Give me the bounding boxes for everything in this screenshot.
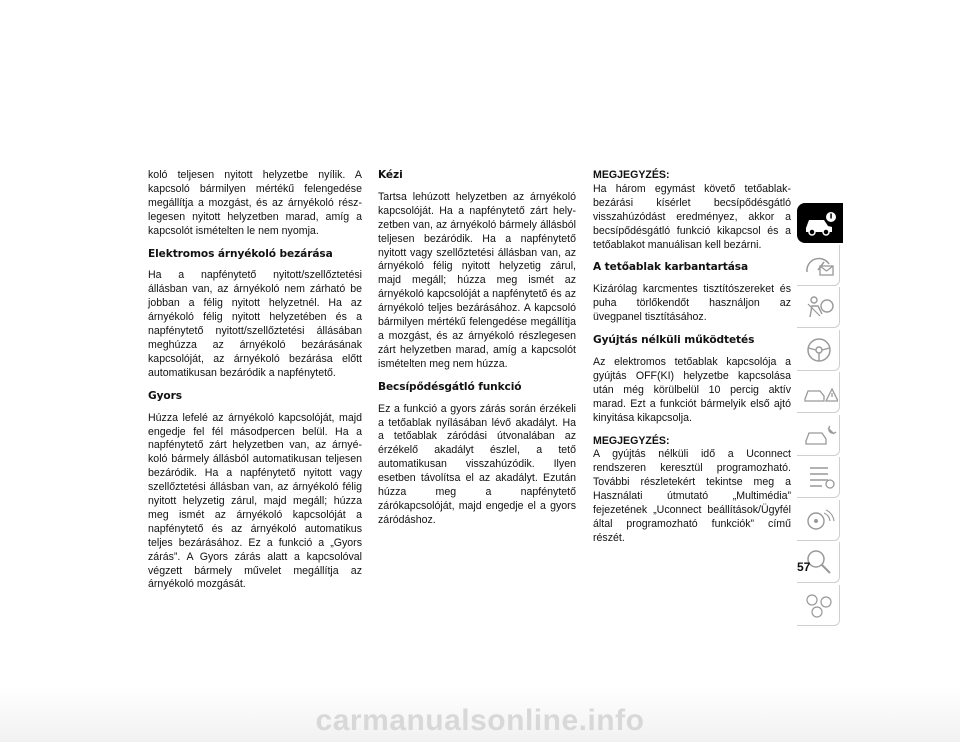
tab-servicing[interactable] bbox=[797, 415, 840, 456]
settings-list-icon bbox=[802, 462, 838, 492]
watermark: carmanualsonline.info bbox=[315, 704, 645, 737]
paragraph: Az elektromos tetőablak kapcsolója a gyújtás OFF(KI) helyzetbe kapcsolása után még körülbelül 10 percig aktív marad. Ezt a funkciót bármelyik első ajtó kinyitása kikapcsolja. bbox=[593, 355, 791, 424]
tab-multimedia[interactable] bbox=[797, 500, 840, 541]
tab-starting-driving[interactable] bbox=[797, 330, 840, 371]
tab-specifications[interactable] bbox=[797, 457, 840, 498]
section-heading: Kézi bbox=[378, 169, 403, 181]
tab-languages[interactable] bbox=[797, 585, 840, 626]
paragraph: Húzza lefelé az árnyékoló kapcsolóját, majd engedje fel fél másodpercen belül. Ha a napfénytető zárt helyzetben van, az árnyékoló bármely állásból automatikusan teljesen bezáródik. Ha a napfénytető nyitott vagy szellőztetési állásban van, az árnyékoló félig nyitott helyzetig zárul, majd megáll; húzza meg ismét az árnyékoló kapcsolóját a napfénytető és az árnyékoló automatikus teljes bezárásához. Ez a funkció a „Gyors zárás”. A Gyors zárás alatt a kapcsolóval végzett bármely művelet megállítja az árnyékoló mozgását. bbox=[148, 411, 362, 591]
tab-safety[interactable] bbox=[797, 287, 840, 328]
page-number: 57 bbox=[797, 560, 811, 574]
multimedia-icon bbox=[802, 505, 838, 535]
note-text: Ha három egymást követő tetőablak-bezárási kísérlet becsípődésgátló visszahúzódást eredményez, akkor a becsípődésgátló funkció kikapcsol és a tetőablakot manuálisan kell bezárni. bbox=[593, 182, 791, 251]
tab-emergency[interactable] bbox=[797, 372, 840, 413]
note-title: MEGJEGYZÉS: bbox=[593, 169, 670, 181]
text-column-1 bbox=[148, 169, 362, 601]
note-text: A gyújtás nélküli idő a Uconnect rendszeren keresztül programozható. További részletekért tekintse meg a Használati útmutató „Multimédia” fejezetének „Uconnect beállítások/Ügyfél által programozható funkciók” című részét. bbox=[593, 448, 791, 544]
paragraph: koló teljesen nyitott helyzetbe nyílik. A kapcsoló bármilyen mértékű felengedése megállítja a mozgást, és az árnyékoló részlegesen nyitott helyzetben marad, amíg a kapcsolót ismételten le nem nyomja. bbox=[148, 169, 362, 237]
paragraph: Kizárólag karcmentes tisztítószereket és puha törlőkendőt használjon az üvegpanel tisztításához. bbox=[593, 283, 791, 324]
section-heading: Elektromos árnyékoló bezárása bbox=[148, 247, 333, 260]
paragraph: Ha a napfénytető nyitott/szellőztetési állásban van, az árnyékoló nem zárható be jobban a félig nyitott helyzetnél. Ha az árnyékoló félig nyitott helyzetében és a napfénytető nyitott/szellőztetési állásában meghúzza az árnyékoló bezárásának kapcsolóját, az árnyékoló bezárása előtt automatikusan bezáródik a napfénytető. bbox=[148, 269, 362, 379]
tab-car-info[interactable] bbox=[797, 203, 843, 243]
note-title: MEGJEGYZÉS: bbox=[593, 434, 670, 447]
text-column-2 bbox=[378, 169, 576, 537]
text-column-3 bbox=[593, 169, 791, 555]
car-warning-icon bbox=[802, 377, 838, 407]
paragraph: Ez a funkció a gyors zárás során érzékeli a tetőablak nyílásában lévő akadályt. Ha a tetőablak záródási útvonalában az érzékelő akadályt észlel, a tető automatikusan visszahúzódik. Ilyen esetben távolítsa el az akadályt. Ezután húzza meg a napfénytető zárókapcsolóját, majd engedje el a gyors záródáshoz. bbox=[378, 402, 576, 526]
airbag-safety-icon bbox=[802, 292, 838, 322]
car-info-icon bbox=[802, 208, 838, 238]
dashboard-message-icon bbox=[802, 250, 838, 280]
section-heading: Gyújtás nélküli működtetés bbox=[593, 334, 755, 347]
section-heading: Becsípődésgátló funkció bbox=[378, 380, 522, 393]
language-icon bbox=[802, 590, 838, 620]
steering-wheel-icon bbox=[802, 335, 838, 365]
paragraph: Tartsa lehúzott helyzetben az árnyékoló kapcsolóját. Ha a napfénytető zárt helyzetben van, az árnyékoló bármely állásból teljesen bezáródik. Ha a napfénytető nyitott vagy szellőztetési állásban van, az árnyékoló félig nyitott helyzetig zárul, majd megáll; húzza meg ismét az árnyékoló kapcsolóját a napfénytető és az árnyékoló teljes bezárásához. A kapcsoló bármilyen mértékű felengedése megállítja a mozgást, és az árnyékoló részlegesen zárt helyzetben marad, amíg a kapcsolót ismételten meg nem húzza. bbox=[378, 190, 576, 370]
section-heading: Gyors bbox=[148, 389, 182, 402]
section-heading: A tetőablak karbantartása bbox=[593, 261, 749, 274]
tab-dashboard[interactable] bbox=[797, 245, 840, 286]
car-service-icon bbox=[802, 420, 838, 450]
